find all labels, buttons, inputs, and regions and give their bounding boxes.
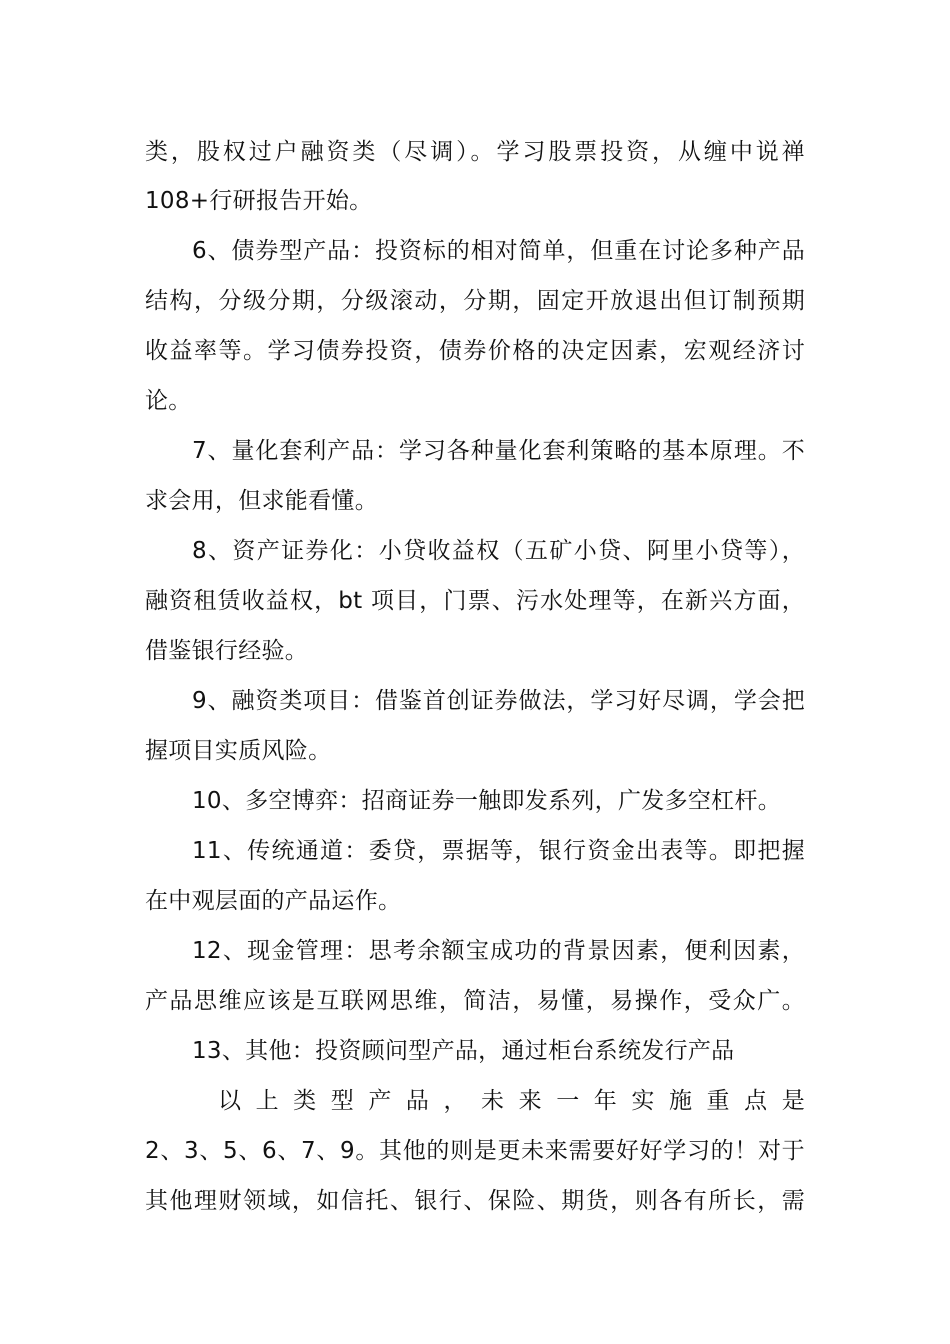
paragraph-line: 2、3、5、6、7、9。其他的则是更未来需要好好学习的！对于 [145, 1138, 805, 1164]
paragraph-line: 融资租赁收益权，bt 项目，门票、污水处理等，在新兴方面， [145, 588, 805, 614]
paragraph-line: 13、其他：投资顾问型产品，通过柜台系统发行产品 [192, 1038, 735, 1064]
paragraph-line: 产品思维应该是互联网思维，简洁，易懂，易操作，受众广。 [145, 988, 805, 1014]
paragraph-line: 在中观层面的产品运作。 [145, 888, 402, 914]
paragraph-line: 结构，分级分期，分级滚动，分期，固定开放退出但订制预期 [145, 288, 805, 314]
paragraph-line: 收益率等。学习债券投资，债券价格的决定因素，宏观经济讨 [145, 338, 805, 364]
paragraph-line: 8、资产证券化：小贷收益权（五矿小贷、阿里小贷等）， [192, 538, 805, 564]
paragraph-line: 论。 [145, 388, 192, 414]
paragraph-line: 108+行研报告开始。 [145, 188, 373, 214]
paragraph-line: 10、多空博弈：招商证券一触即发系列，广发多空杠杆。 [192, 788, 782, 814]
paragraph-line: 借鉴银行经验。 [145, 638, 309, 664]
paragraph-line: 类，股权过户融资类（尽调）。学习股票投资，从缠中说禅 [145, 139, 805, 165]
paragraph-line: 7、量化套利产品：学习各种量化套利策略的基本原理。不 [192, 438, 805, 464]
paragraph-line: 其他理财领域，如信托、银行、保险、期货，则各有所长，需 [145, 1188, 805, 1214]
paragraph-line: 以 上 类 型 产 品 ， 未 来 一 年 实 施 重 点 是 [218, 1088, 805, 1114]
paragraph-line: 11、传统通道：委贷，票据等，银行资金出表等。即把握 [192, 838, 805, 864]
paragraph-line: 握项目实质风险。 [145, 738, 332, 764]
paragraph-line: 9、融资类项目：借鉴首创证券做法，学习好尽调，学会把 [192, 688, 805, 714]
paragraph-line: 12、现金管理：思考余额宝成功的背景因素，便利因素， [192, 938, 805, 964]
paragraph-line: 6、债券型产品：投资标的相对简单，但重在讨论多种产品 [192, 238, 805, 264]
paragraph-line: 求会用，但求能看懂。 [145, 488, 378, 514]
